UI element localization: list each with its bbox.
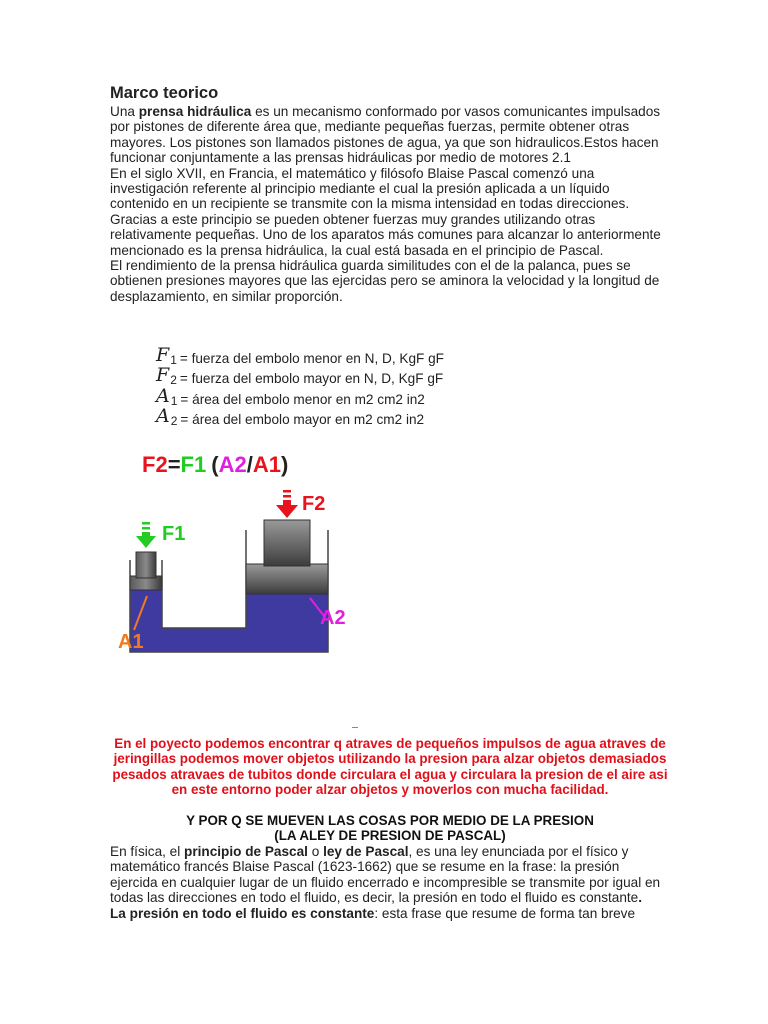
- eq-close: ): [280, 452, 289, 477]
- pascal-title-line-1: Y POR Q SE MUEVEN LAS COSAS POR MEDIO DE LA PRESION: [186, 813, 594, 828]
- eq-open: (: [211, 452, 219, 477]
- eq-f1: F1: [180, 452, 207, 477]
- label-f1: F1: [162, 523, 186, 545]
- hydraulic-press-diagram: [110, 448, 370, 658]
- p4-bold-period: .: [638, 890, 643, 906]
- pascal-title-line-2: (LA ALEY DE PRESION DE PASCAL): [274, 828, 506, 844]
- definition-row: [156, 384, 576, 408]
- definition-text: = área del embolo menor en m2 cm2 in2: [180, 391, 425, 407]
- small-piston-rod: [136, 552, 156, 578]
- label-f2: F2: [302, 493, 326, 515]
- p4-bold-ley: ley de Pascal: [323, 844, 409, 859]
- paragraph-pascal: En el siglo XVII, en Francia, el matemático y filósofo Blaise Pascal comenzó una investigación referente al principio mediante el cual la presión aplicada a un líquido contenido en un recipiente se transmite con la misma intensidad en todas direcciones. Gracias a este principio se pueden obtener fuerzas muy grandes utilizando otras relativamente pequeñas. Uno de los aparatos más comunes para alcanzar lo anteriormente mencionado es la prensa hidráulica, la cual está basada en el principio de Pascal.: [110, 165, 661, 258]
- p1-bold: prensa hidráulica: [138, 104, 252, 119]
- p5-bold: La presión en todo el fluido es constante: [110, 905, 375, 921]
- label-a1: A1: [118, 631, 144, 653]
- definition-row: [156, 343, 576, 367]
- section-heading: Marco teorico: [110, 84, 219, 102]
- paragraph-principio: [110, 844, 670, 921]
- equation: [142, 452, 288, 477]
- project-description: En el poyecto podemos encontrar q atraves de pequeños impulsos de agua atraves de jeringillas podemos mover objetos utilizando la presion para alzar objetos demasiados pesados atravaes de tubitos donde circulara el agua y circulara la presion de el aire asi en este entorno poder alzar objetos y moverlos con mucha facilidad.: [112, 736, 668, 798]
- eq-f2: F2: [142, 452, 168, 477]
- symbol: A1: [156, 384, 178, 408]
- p4-text: , es una ley enunciada por el físico y matemático francés Blaise Pascal (1623-1662) que se resume en la frase: la presión ejercida en cualquier lugar de un fluido encerrado e incompresible se transmite por igual en todas las direcciones en todo el fluido, es decir, la presión en todo el fluido es constante: [110, 844, 661, 906]
- eq-a1: A1: [252, 452, 281, 477]
- definition-row: [156, 364, 576, 388]
- paragraph-prensa: [110, 104, 670, 304]
- eq-equals: =: [167, 452, 181, 477]
- definition-row: [156, 405, 576, 429]
- f1-arrow-icon: [136, 522, 156, 548]
- symbol: F1: [156, 343, 177, 367]
- formula-definitions: [156, 343, 576, 428]
- p4-text: En física, el: [110, 844, 185, 859]
- divider-mark: [352, 727, 358, 728]
- label-a2: A2: [320, 607, 346, 629]
- p4-text: o: [307, 844, 324, 859]
- paragraph-rendimiento: El rendimiento de la prensa hidráulica guarda similitudes con el de la palanca, pues se obtienen presiones mayores que las ejercidas pero se aminora la velocidad y la longitud de desplazamiento, en similar proporción.: [110, 258, 660, 304]
- definition-text: = fuerza del embolo menor en N, D, KgF gF: [179, 350, 444, 366]
- symbol: A2: [156, 405, 178, 428]
- pascal-title: [110, 813, 670, 844]
- eq-a2: A2: [218, 452, 247, 477]
- p4-bold-principio: principio de Pascal: [184, 844, 308, 859]
- f2-arrow-icon: [276, 490, 298, 518]
- p5-text: : esta frase que resume de forma tan breve: [374, 905, 636, 921]
- p1-pre: Una: [110, 104, 139, 119]
- big-piston-base: [246, 564, 328, 594]
- definition-text: = fuerza del embolo mayor en N, D, KgF gF: [179, 371, 444, 386]
- symbol: F2: [156, 364, 177, 387]
- definition-text: = área del embolo mayor en m2 cm2 in2: [180, 412, 425, 427]
- p1-post: es un mecanismo conformado por vasos comunicantes impulsados por pistones de diferente área que, mediante pequeñas fuerzas, permite obtener otras mayores. Los pistones son llamados pistones de agua, ya que son hidraulicos.Estos hacen funcionar conjuntamente a las prensas hidráulicas por medio de motores 2.1: [110, 104, 661, 166]
- big-piston-rod: [264, 520, 310, 566]
- eq-slash: /: [246, 452, 253, 477]
